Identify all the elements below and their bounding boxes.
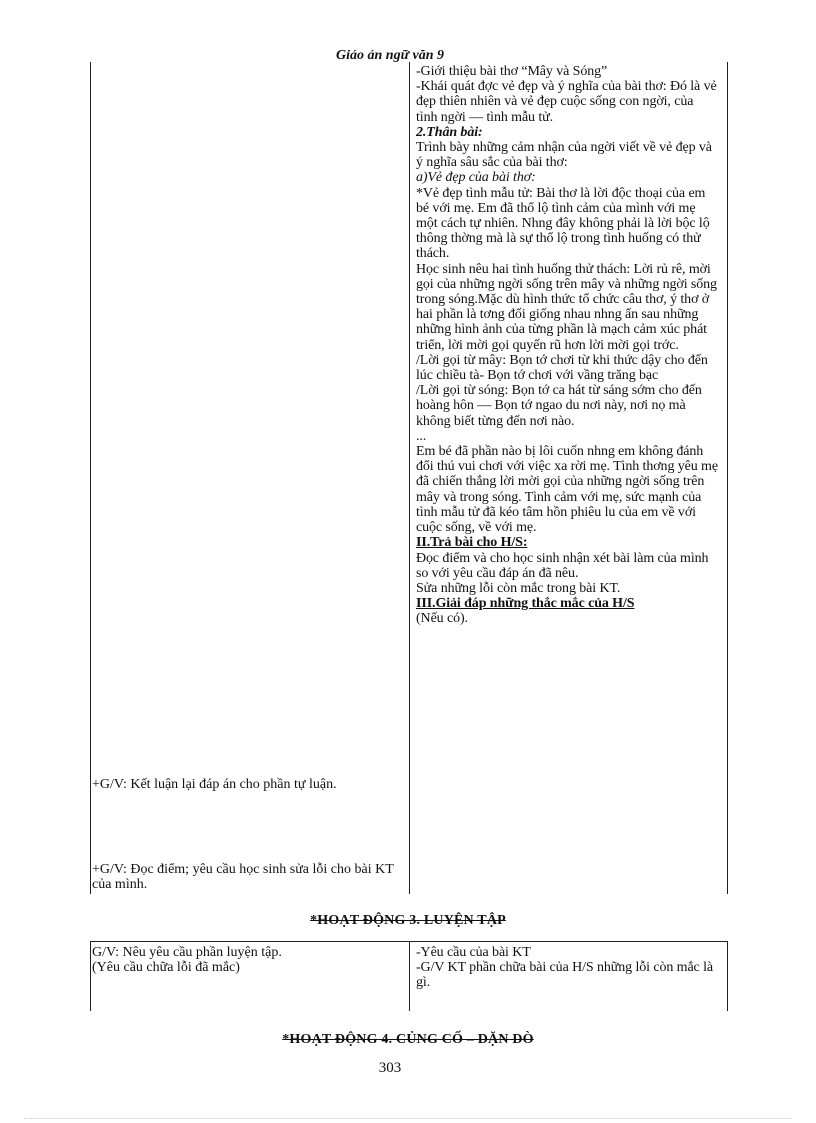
- activity3-left-column: [92, 945, 397, 975]
- teacher-grading-text: +G/V: Đọc điểm; yêu cầu học sinh sửa lỗi cho bài KT của mình.: [92, 862, 394, 892]
- motherly-love-paragraph: *Vẻ đẹp tình mẫu tử: Bài thơ là lời độc thoại của em bé với mẹ. Em đã thổ lộ tình cảm của mình với mẹ một cách tự nhiên. Nhng đây không phải là lời bộc lộ thông thờng mà là sự thổ lộ trong tình huống có thử thách.: [416, 185, 710, 262]
- fix-errors-line: Sửa những lỗi còn mắc trong bài KT.: [416, 580, 621, 596]
- intro-line: -Giới thiệu bài thơ “Mây và Sóng”: [416, 64, 608, 79]
- activity4-heading: *HOẠT ĐỘNG 4. CỦNG CỐ – DẶN DÒ: [282, 1032, 534, 1047]
- return-test-heading: II.Trả bài cho H/S:: [416, 535, 528, 551]
- challenge-paragraph: Học sinh nêu hai tình huống thử thách: Lời rủ rê, mời gọi của những ngời sống trên mây và những ngời sống trong sóng.Mặc dù hình thức tổ chức câu thơ, ý thơ ở hai phần là tơng đối giống nhau nhng ẩn sau những những hình ảnh của từng phần là mạch cảm xúc phát triển, lời mời gọi quyến rũ hơn lời mời gọi trớc.: [416, 261, 717, 353]
- activity3-heading: *HOẠT ĐỘNG 3. LUYỆN TẬP: [310, 913, 506, 928]
- wave-call-paragraph: /Lời gọi từ sóng: Bọn tớ ca hát từ sáng sớm cho đến hoàng hôn — Bọn tớ ngao du nơi này, nơi nọ mà không biết từng đến nơi nào.: [416, 383, 702, 429]
- page-bottom-divider: [24, 1118, 792, 1119]
- ellipsis: ...: [416, 428, 427, 444]
- beauty-subheading: a)Vẻ đẹp của bài thơ:: [416, 170, 536, 186]
- teacher-conclusion-text: +G/V: Kết luận lại đáp án cho phần tự luận.: [92, 777, 337, 792]
- cloud-call-paragraph: /Lời gọi từ mây: Bọn tớ chơi từ khi thức dậy cho đến lúc chiều tà- Bọn tớ chơi với vầng trăng bạc: [416, 352, 708, 384]
- return-test-paragraph: Đọc điểm và cho học sinh nhận xét bài làm của mình so với yêu cầu đáp án đã nêu.: [416, 550, 709, 581]
- activity3-border-left: [90, 941, 91, 1011]
- teacher-note-grading: [92, 862, 397, 892]
- practice-item-1: -Yêu cầu của bài KT: [416, 945, 531, 960]
- teacher-note-conclusion: [92, 777, 397, 792]
- table-border-middle: [409, 62, 410, 894]
- activity3-border-middle: [409, 941, 410, 1011]
- overview-paragraph: -Khái quát đợc vẻ đẹp và ý nghĩa của bài thơ: Đó là vẻ đẹp thiên nhiên và vẻ đẹp cuộc sống con ngời, của tình ngời — tình mẫu tử.: [416, 79, 717, 125]
- table-border-right: [727, 62, 728, 894]
- body-heading: 2.Thân bài:: [416, 124, 483, 140]
- questions-note: (Nếu có).: [416, 611, 468, 627]
- activity3-border-right: [727, 941, 728, 1011]
- activity3-right-column: [416, 945, 718, 991]
- practice-item-2: -G/V KT phần chữa bài của H/S những lỗi còn mắc là gì.: [416, 960, 713, 991]
- page-number: 303: [378, 1060, 402, 1076]
- table-border-left: [90, 62, 91, 894]
- questions-heading: III.Giải đáp những thắc mắc của H/S: [416, 596, 635, 612]
- upper-right-column: [416, 64, 718, 627]
- practice-request-detail: (Yêu cầu chữa lỗi đã mắc): [92, 960, 240, 975]
- body-intro: Trình bày những cảm nhận của ngời viết về vẻ đẹp và ý nghĩa sâu sắc của bài thơ:: [416, 140, 712, 171]
- conclusion-paragraph: Em bé đã phần nào bị lôi cuốn nhng em không đánh đổi thú vui chơi với việc xa rời mẹ. Tình thơng yêu mẹ đã chiến thắng lời mời gọi của những ngời sống trên mây và trong sóng. Tình cảm với mẹ, sức mạnh của tình mẫu tử đã kéo tâm hồn phiêu lu của em về với cuộc sống, về với mẹ.: [416, 444, 718, 536]
- practice-request: G/V: Nêu yêu cầu phần luyện tập.: [92, 945, 282, 960]
- running-header: Giáo án ngữ văn 9: [336, 50, 444, 62]
